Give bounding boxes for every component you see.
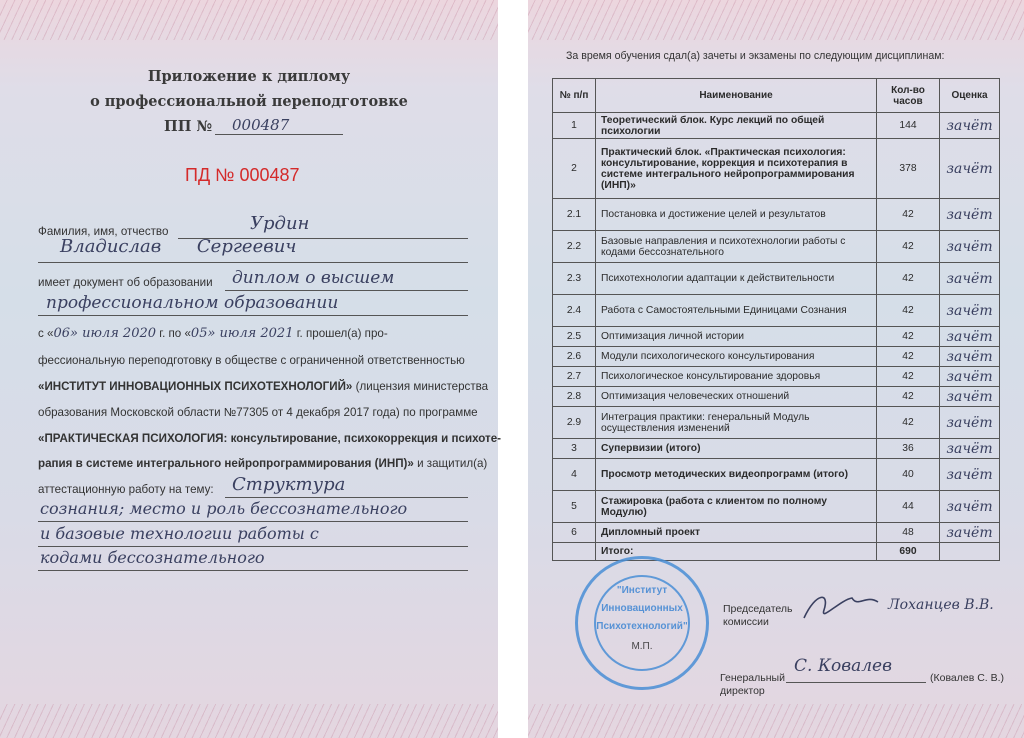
- row-num: 2.2: [553, 231, 596, 263]
- row-hours: 42: [877, 295, 940, 327]
- date-suffix: г. прошел(а) про-: [296, 327, 388, 340]
- stamp-line-1: "Институт: [616, 585, 668, 596]
- row-grade: зачёт: [940, 113, 1000, 139]
- dates-line: [38, 326, 388, 341]
- row-grade: зачёт: [940, 231, 1000, 263]
- row-grade: зачёт: [940, 439, 1000, 459]
- thesis-underline-1: [225, 497, 468, 498]
- table-row: [553, 139, 1000, 199]
- watermark-top: [0, 0, 498, 40]
- paragraph-line-3: образования Московской области №77305 от 4 декабря 2017 года) по программе: [38, 406, 478, 419]
- paragraph-line-1: фессиональную переподготовку в обществе с ограниченной ответственностью: [38, 354, 465, 367]
- row-num: 2.8: [553, 387, 596, 407]
- row-hours: 42: [877, 231, 940, 263]
- row-hours: 40: [877, 459, 940, 491]
- row-hours: 42: [877, 367, 940, 387]
- row-name: Супервизии (итого): [596, 439, 877, 459]
- row-name: Оптимизация человеческих отношений: [596, 387, 877, 407]
- row-hours: 42: [877, 387, 940, 407]
- table-row: [553, 459, 1000, 491]
- pp-number: 000487: [232, 116, 290, 134]
- row-num: 2.5: [553, 327, 596, 347]
- table-row: [553, 523, 1000, 543]
- date-to-prefix: г. по «: [159, 327, 191, 340]
- paragraph-line-6: аттестационную работу на тему:: [38, 483, 214, 496]
- pd-number: ПД № 000487: [185, 165, 300, 185]
- stamp-mp: М.П.: [631, 641, 653, 652]
- col-num-header: № п/п: [553, 79, 596, 113]
- date-to-day: 05: [190, 326, 208, 341]
- row-grade: зачёт: [940, 139, 1000, 199]
- title-line-1: Приложение к диплому: [147, 68, 351, 85]
- thesis-underline-2: [38, 521, 468, 522]
- col-hours-header: Кол-во часов: [877, 79, 940, 113]
- stamp-line-3: Психотехнологий": [596, 621, 688, 632]
- paragraph-line-4: «ПРАКТИЧЕСКАЯ ПСИХОЛОГИЯ: консультирование, психокоррекция и психоте-: [38, 432, 502, 445]
- row-grade: зачёт: [940, 367, 1000, 387]
- title-line-2: о профессиональной переподготовке: [90, 93, 408, 110]
- table-row: [553, 113, 1000, 139]
- chair-name: Лоханцев В.В.: [888, 597, 994, 613]
- director-label-2: директор: [720, 685, 765, 697]
- table-row: [553, 491, 1000, 523]
- date-from-prefix: с «: [38, 327, 54, 340]
- watermark-bottom-right: [528, 704, 1024, 738]
- row-num: 2.1: [553, 199, 596, 231]
- table-row: [553, 295, 1000, 327]
- table-row: [553, 367, 1000, 387]
- watermark-bottom: [0, 704, 498, 738]
- row-hours: 44: [877, 491, 940, 523]
- program-name-end: рапия в системе интегрального нейропрограммирования (ИНП)»: [38, 457, 414, 470]
- row-grade: зачёт: [940, 407, 1000, 439]
- director-sign-line: [786, 682, 926, 683]
- col-name-header: Наименование: [596, 79, 877, 113]
- row-name: Практический блок. «Практическая психология: консультирование, коррекция и психотерапия в системе интегрального нейропрограммирования (ИНП)»: [596, 139, 877, 199]
- row-grade: зачёт: [940, 347, 1000, 367]
- row-grade: зачёт: [940, 491, 1000, 523]
- doc-value-2: профессиональном образовании: [46, 293, 339, 313]
- row-num: 2: [553, 139, 596, 199]
- total-empty: [553, 543, 596, 561]
- row-num: 4: [553, 459, 596, 491]
- table-row: [553, 327, 1000, 347]
- pp-label: ПП №: [164, 118, 213, 135]
- full-name: Владислав Сергеевич: [60, 236, 297, 257]
- thesis-line-2: сознания; место и роль бессознательного: [40, 499, 408, 518]
- chair-label-1: Председатель: [723, 603, 793, 615]
- table-row: [553, 387, 1000, 407]
- row-hours: 36: [877, 439, 940, 459]
- col-grade-header: Оценка: [940, 79, 1000, 113]
- total-grade-empty: [940, 543, 1000, 561]
- row-grade: зачёт: [940, 295, 1000, 327]
- row-hours: 42: [877, 327, 940, 347]
- row-num: 5: [553, 491, 596, 523]
- row-hours: 144: [877, 113, 940, 139]
- row-hours: 42: [877, 347, 940, 367]
- table-row: [553, 231, 1000, 263]
- table-row: [553, 263, 1000, 295]
- table-header-text: За время обучения сдал(а) зачеты и экзамены по следующим дисциплинам:: [566, 50, 945, 62]
- row-name: Теоретический блок. Курс лекций по общей психологии: [596, 113, 877, 139]
- table-row: [553, 347, 1000, 367]
- thesis-line-1: Структура: [232, 474, 346, 495]
- right-page: [528, 0, 1024, 738]
- row-num: 2.3: [553, 263, 596, 295]
- row-grade: зачёт: [940, 387, 1000, 407]
- row-num: 3: [553, 439, 596, 459]
- thesis-underline-3: [38, 546, 468, 547]
- row-num: 1: [553, 113, 596, 139]
- license-text: (лицензия министерства: [352, 380, 489, 393]
- table-head-row: [553, 79, 1000, 113]
- total-hours: 690: [877, 543, 940, 561]
- date-to-rest: » июля 2021: [207, 326, 294, 341]
- row-hours: 42: [877, 199, 940, 231]
- row-hours: 48: [877, 523, 940, 543]
- row-hours: 42: [877, 263, 940, 295]
- pp-underline: [215, 134, 343, 135]
- director-signature: С. Ковалев: [794, 656, 893, 676]
- paragraph-line-5: [38, 457, 487, 470]
- row-num: 2.9: [553, 407, 596, 439]
- row-name: Оптимизация личной истории: [596, 327, 877, 347]
- table-row: [553, 439, 1000, 459]
- row-num: 2.6: [553, 347, 596, 367]
- paragraph-line-2: [38, 380, 488, 393]
- row-name: Просмотр методических видеопрограмм (итого): [596, 459, 877, 491]
- disciplines-table: [552, 78, 1000, 561]
- row-hours: 378: [877, 139, 940, 199]
- thesis-line-4: кодами бессознательного: [40, 548, 265, 567]
- row-name: Базовые направления и психотехнологии работы с кодами бессознательного: [596, 231, 877, 263]
- watermark-top-right: [528, 0, 1024, 40]
- chair-signature: [796, 588, 888, 628]
- director-label-1: Генеральный: [720, 672, 785, 684]
- date-from-day: 06: [53, 326, 71, 341]
- row-name: Работа с Самостоятельными Единицами Сознания: [596, 295, 877, 327]
- doc-underline-2: [38, 315, 468, 316]
- row-name: Стажировка (работа с клиентом по полному Модулю): [596, 491, 877, 523]
- row-grade: зачёт: [940, 523, 1000, 543]
- stamp-line-2: Инновационных: [601, 603, 683, 614]
- row-grade: зачёт: [940, 263, 1000, 295]
- row-grade: зачёт: [940, 327, 1000, 347]
- institute-name: «ИНСТИТУТ ИННОВАЦИОННЫХ ПСИХОТЕХНОЛОГИЙ»: [38, 380, 353, 393]
- left-page: [0, 0, 502, 738]
- date-from-rest: » июля 2020: [70, 326, 157, 341]
- table-row: [553, 407, 1000, 439]
- table-body: [553, 113, 1000, 561]
- row-name: Психологическое консультирование здоровья: [596, 367, 877, 387]
- doc-value-1: диплом о высшем: [232, 268, 395, 288]
- director-name: (Ковалев С. В.): [930, 672, 1005, 684]
- chair-label-2: комиссии: [723, 616, 769, 628]
- table-row: [553, 199, 1000, 231]
- row-num: 6: [553, 523, 596, 543]
- row-grade: зачёт: [940, 199, 1000, 231]
- doc-label: имеет документ об образовании: [38, 276, 213, 289]
- surname: Урдин: [250, 213, 310, 234]
- row-hours: 42: [877, 407, 940, 439]
- doc-underline-1: [225, 290, 468, 291]
- row-name: Психотехнологии адаптации к действительности: [596, 263, 877, 295]
- thesis-line-3: и базовые технологии работы с: [40, 524, 319, 543]
- thesis-underline-4: [38, 570, 468, 571]
- fio-underline-2: [38, 262, 468, 263]
- total-row: [553, 543, 1000, 561]
- row-num: 2.7: [553, 367, 596, 387]
- row-name: Модули психологического консультирования: [596, 347, 877, 367]
- institute-stamp: [575, 556, 709, 690]
- defended-text: и защитил(а): [413, 457, 488, 470]
- row-grade: зачёт: [940, 459, 1000, 491]
- row-name: Постановка и достижение целей и результатов: [596, 199, 877, 231]
- row-name: Дипломный проект: [596, 523, 877, 543]
- total-label: Итого:: [596, 543, 877, 561]
- row-name: Интеграция практики: генеральный Модуль осуществления изменений: [596, 407, 877, 439]
- row-num: 2.4: [553, 295, 596, 327]
- fio-label: Фамилия, имя, отчество: [38, 225, 169, 238]
